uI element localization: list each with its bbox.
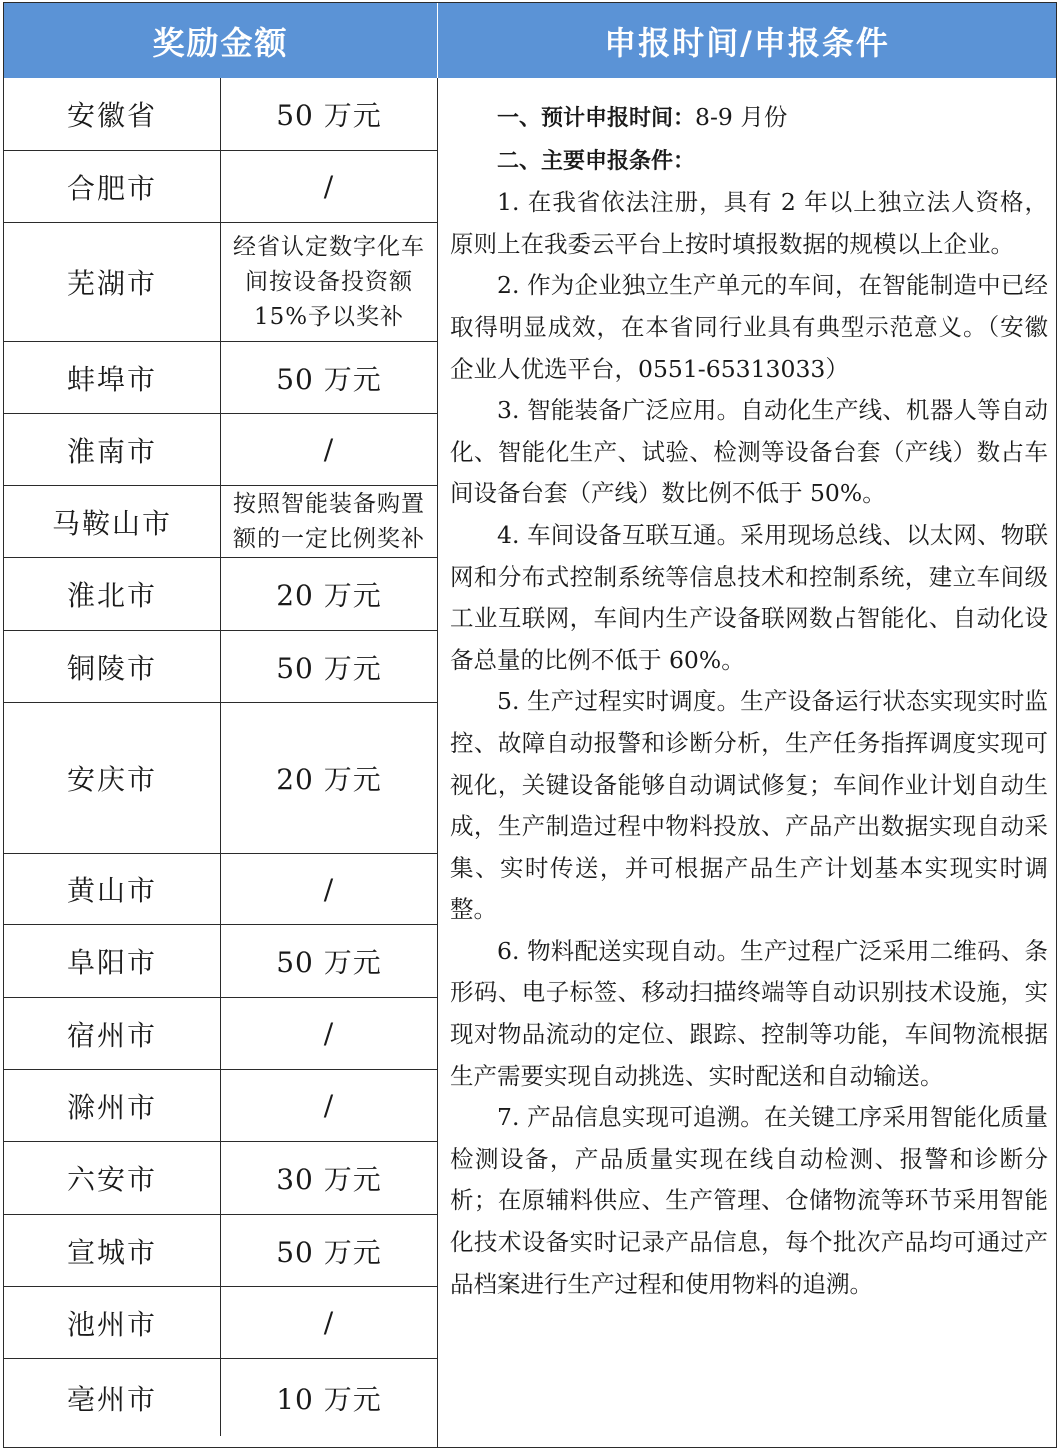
table-row xyxy=(4,151,437,223)
condition-item: 2. 作为企业独立生产单元的车间，在智能制造中已经取得明显成效，在本省同行业具有典型示范意义。（安徽企业人优选平台，0551-65313033） xyxy=(450,271,1048,383)
main-conditions-label: 二、主要申报条件： xyxy=(497,148,696,174)
reward-rows xyxy=(4,78,437,1436)
table-row xyxy=(4,342,437,414)
city-name: 安庆市 xyxy=(4,703,221,853)
condition-item: 3. 智能装备广泛应用。自动化生产线、机器人等自动化、智能化生产、试验、检测等设备台套（产线）数占车间设备台套（产线）数比例不低于 50%。 xyxy=(450,396,1048,508)
main-conditions-line xyxy=(450,140,1048,183)
reward-amount: 20 万元 xyxy=(276,579,382,612)
subsidy-table xyxy=(3,2,1057,1448)
city-name: 六安市 xyxy=(4,1142,221,1214)
table-row xyxy=(4,631,437,703)
table-row xyxy=(4,998,437,1070)
table-row xyxy=(4,854,437,925)
table-header xyxy=(4,3,1056,78)
city-name: 芜湖市 xyxy=(4,223,221,341)
reward-amount: / xyxy=(323,170,335,203)
table-row xyxy=(4,703,437,854)
city-name: 铜陵市 xyxy=(4,631,221,702)
table-row xyxy=(4,414,437,486)
table-row xyxy=(4,223,437,342)
application-time-value: 8-9 月份 xyxy=(695,103,788,131)
table-row xyxy=(4,78,437,151)
condition-item: 1. 在我省依法注册，具有 2 年以上独立法人资格，原则上在我委云平台上按时填报数据的规模以上企业。 xyxy=(450,188,1048,258)
application-conditions xyxy=(450,97,1048,1305)
reward-amount: 10 万元 xyxy=(276,1382,382,1416)
city-name: 滁州市 xyxy=(4,1070,221,1141)
table-row xyxy=(4,1142,437,1215)
city-name: 安徽省 xyxy=(4,78,221,150)
city-name: 马鞍山市 xyxy=(4,486,221,557)
city-name: 宣城市 xyxy=(4,1215,221,1286)
reward-amount: 经省认定数字化车间按设备投资额 15%予以奖补 xyxy=(233,233,425,330)
column-divider xyxy=(437,78,438,1447)
city-name: 宿州市 xyxy=(4,998,221,1069)
city-name: 黄山市 xyxy=(4,854,221,924)
table-row xyxy=(4,1070,437,1142)
city-name: 淮北市 xyxy=(4,558,221,630)
table-row xyxy=(4,486,437,558)
reward-amount: 50 万元 xyxy=(276,362,382,396)
condition-item: 6. 物料配送实现自动。生产过程广泛采用二维码、条形码、电子标签、移动扫描终端等自动识别技术设施，实现对物品流动的定位、跟踪、控制等功能，车间物流根据生产需要实现自动挑选、实时配送和自动输送。 xyxy=(450,936,1048,1090)
reward-amount: 50 万元 xyxy=(276,946,382,979)
city-name: 池州市 xyxy=(4,1287,221,1358)
header-application-conditions: 申报时间/申报条件 xyxy=(604,23,890,62)
table-row xyxy=(4,1359,437,1436)
condition-item: 7. 产品信息实现可追溯。在关键工序采用智能化质量检测设备，产品质量实现在线自动检测、报警和诊断分析；在原辅料供应、生产管理、仓储物流等环节采用智能化技术设备实时记录产品信息，每个批次产品均可通过产品档案进行生产过程和使用物料的追溯。 xyxy=(450,1103,1048,1298)
reward-amount: / xyxy=(323,433,335,466)
reward-amount: 50 万元 xyxy=(276,1235,382,1269)
city-name: 亳州市 xyxy=(4,1359,221,1436)
city-name: 蚌埠市 xyxy=(4,342,221,413)
city-name: 淮南市 xyxy=(4,414,221,485)
reward-amount: / xyxy=(323,872,335,906)
reward-amount: / xyxy=(323,1017,335,1050)
reward-amount: 50 万元 xyxy=(276,99,382,132)
table-row xyxy=(4,1215,437,1287)
table-row xyxy=(4,925,437,998)
city-name: 阜阳市 xyxy=(4,925,221,997)
application-time-label: 一、预计申报时间： xyxy=(497,106,696,131)
application-time-line xyxy=(450,97,1048,140)
city-name: 合肥市 xyxy=(4,151,221,222)
reward-amount: 30 万元 xyxy=(276,1163,382,1196)
table-row xyxy=(4,1287,437,1359)
reward-amount: 50 万元 xyxy=(276,651,382,685)
reward-amount: 20 万元 xyxy=(276,763,382,796)
reward-amount: 按照智能装备购置额的一定比例奖补 xyxy=(233,490,425,552)
reward-amount: / xyxy=(323,1306,335,1339)
reward-amount: / xyxy=(323,1089,335,1122)
header-reward-amount: 奖励金额 xyxy=(4,3,438,78)
condition-item: 5. 生产过程实时调度。生产设备运行状态实现实时监控、故障自动报警和诊断分析，生产任务指挥调度实现可视化，关键设备能够自动调试修复；车间作业计划自动生成，生产制造过程中物料投放、产品产出数据实现自动采集、实时传送，并可根据产品生产计划基本实现实时调整。 xyxy=(450,687,1048,924)
condition-item: 4. 车间设备互联互通。采用现场总线、以太网、物联网和分布式控制系统等信息技术和控制系统，建立车间级工业互联网，车间内生产设备联网数占智能化、自动化设备总量的比例不低于 60%。 xyxy=(450,520,1048,674)
table-row xyxy=(4,558,437,631)
